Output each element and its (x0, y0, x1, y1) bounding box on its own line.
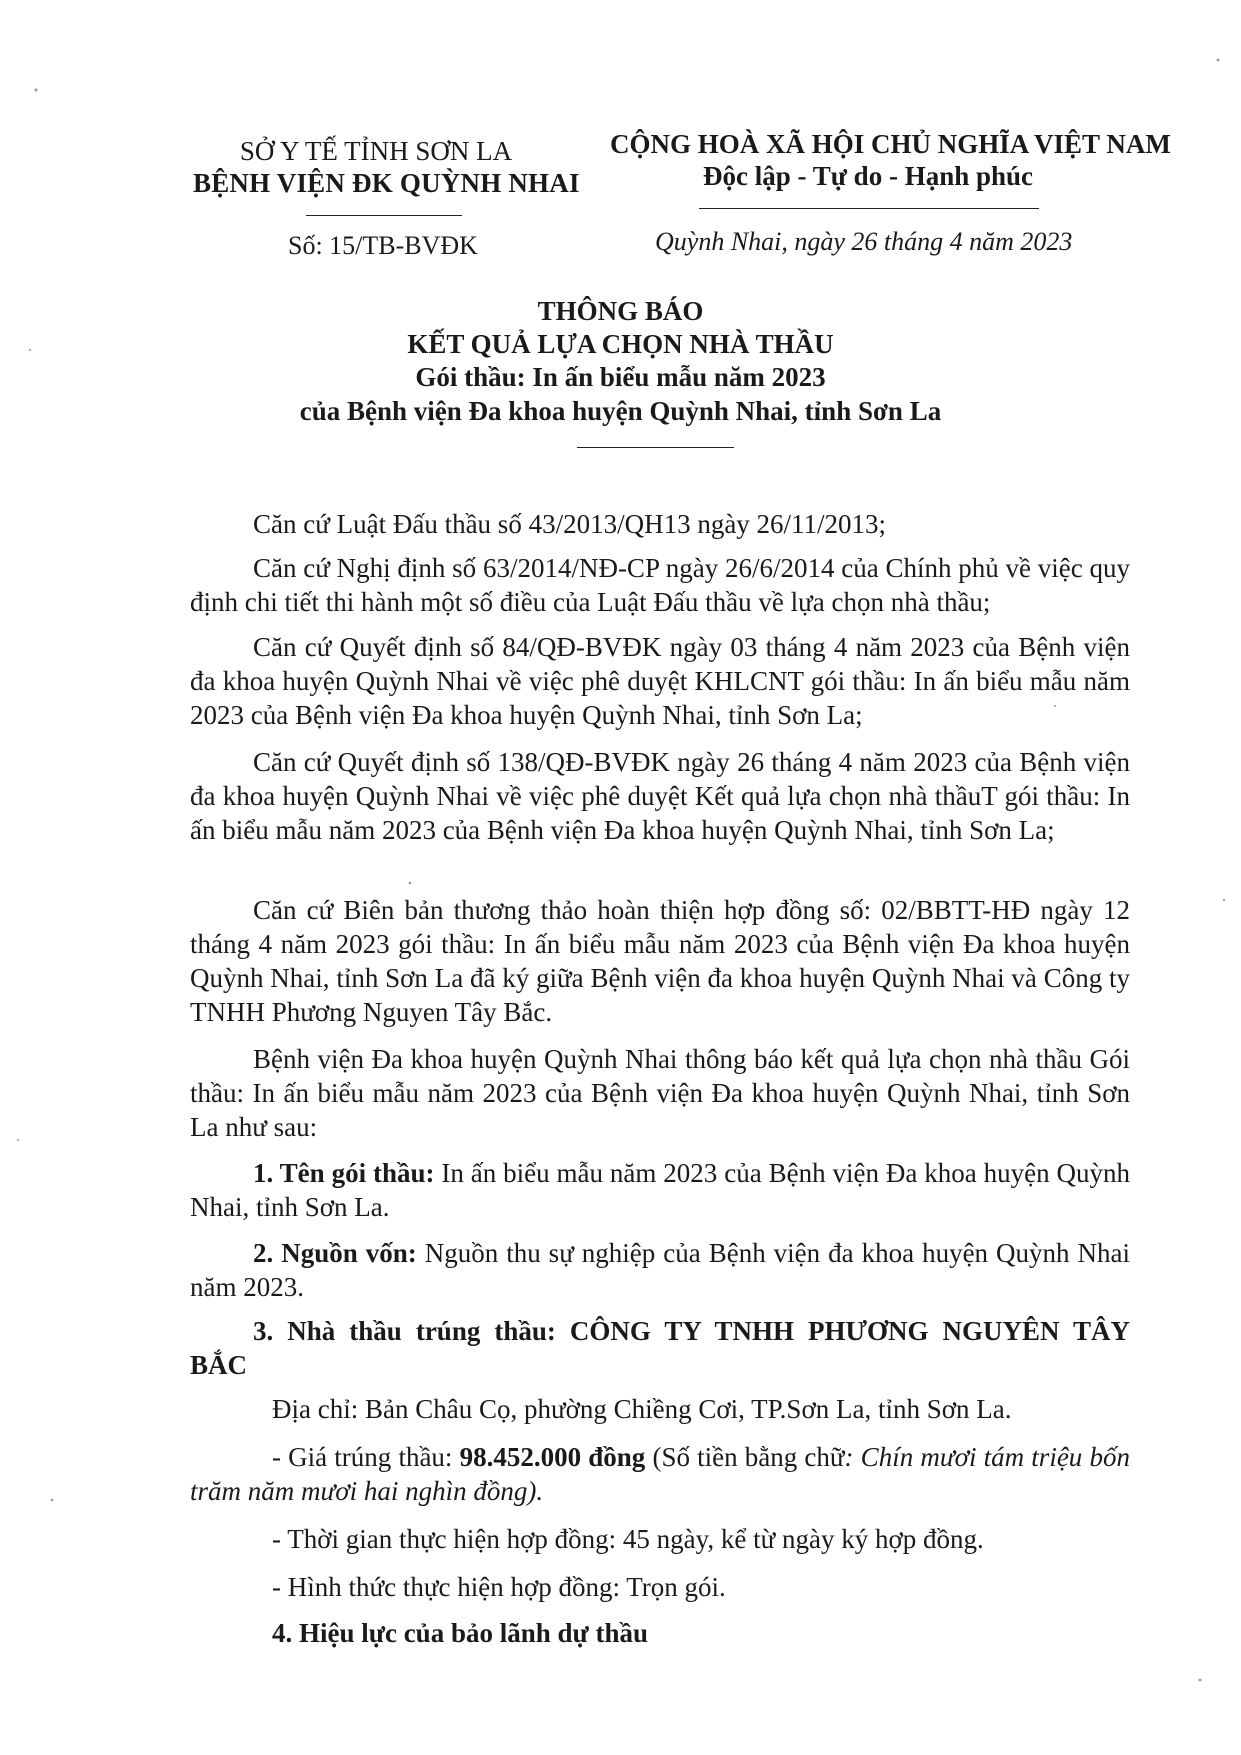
price-in-words: : Chín mươi tám triệu bốn trăm năm mươi hai nghìn đồng). (190, 1442, 1130, 1506)
header-left-underline (306, 215, 462, 216)
winning-price (190, 1440, 1130, 1508)
place-date: Quỳnh Nhai, ngày 26 tháng 4 năm 2023 (655, 227, 1073, 256)
hospital-name: BỆNH VIỆN ĐK QUỲNH NHAI (193, 168, 580, 198)
price-prefix: - Giá trúng thầu: (272, 1442, 460, 1472)
legal-basis-2: Căn cứ Nghị định số 63/2014/NĐ-CP ngày 26/6/2014 của Chính phủ về việc quy định chi tiết thi hành một số điều của Luật Đấu thầu về lựa chọn nhà thầu; (190, 553, 1130, 617)
section-1-text: In ấn biểu mẫu năm 2023 của Bệnh viện Đa khoa huyện Quỳnh Nhai, tỉnh Sơn La. (190, 1158, 1130, 1222)
bidder-address: Địa chỉ: Bản Châu Cọ, phường Chiềng Cơi, TP.Sơn La, tỉnh Sơn La. (272, 1394, 1012, 1424)
doc-type-title: THÔNG BÁO (537, 296, 704, 326)
section-2-text: Nguồn thu sự nghiệp của Bệnh viện đa khoa huyện Quỳnh Nhai năm 2023. (190, 1238, 1130, 1302)
price-value: 98.452.000 đồng (459, 1442, 646, 1472)
legal-basis-5: Căn cứ Biên bản thương thảo hoàn thiện hợp đồng số: 02/BBTT-HĐ ngày 12 tháng 4 năm 2023 gói thầu: In ấn biểu mẫu năm 2023 của Bệnh viện Đa khoa huyện Quỳnh Nhai, tỉnh Sơn La đã ký giữa Bệnh viện đa khoa huyện Quỳnh Nhai và Công ty TNHH Phương Nguyen Tây Bắc. (190, 895, 1130, 1027)
section-package-name (190, 1156, 1130, 1224)
legal-basis-1: Căn cứ Luật Đấu thầu số 43/2013/QH13 ngày 26/11/2013; (253, 509, 887, 539)
header-right-underline (699, 208, 1039, 209)
contract-form: - Hình thức thực hiện hợp đồng: Trọn gói. (272, 1572, 726, 1602)
price-words-prefix: (Số tiền bằng chữ (645, 1442, 845, 1472)
section-bid-security: 4. Hiệu lực của bảo lãnh dự thầu (272, 1618, 648, 1648)
contract-duration: - Thời gian thực hiện hợp đồng: 45 ngày, kể từ ngày ký hợp đồng. (272, 1524, 984, 1554)
package-title: Gói thầu: In ấn biểu mẫu năm 2023 (415, 362, 826, 392)
document-number: Số: 15/TB-BVĐK (288, 231, 478, 260)
national-motto: Độc lập - Tự do - Hạnh phúc (702, 161, 1034, 191)
section-winning-bidder: 3. Nhà thầu trúng thầu: CÔNG TY TNHH PHƯƠNG NGUYÊN TÂY BẮC (190, 1316, 1130, 1380)
section-2-label: 2. Nguồn vốn: (253, 1238, 417, 1268)
legal-basis-4: Căn cứ Quyết định số 138/QĐ-BVĐK ngày 26 tháng 4 năm 2023 của Bệnh viện đa khoa huyện Quỳnh Nhai về việc phê duyệt Kết quả lựa chọn nhà thầuT gói thầu: In ấn biểu mẫu năm 2023 của Bệnh viện Đa khoa huyện Quỳnh Nhai, tỉnh Sơn La; (190, 747, 1130, 845)
section-funding (190, 1236, 1130, 1304)
country-name: CỘNG HOÀ XÃ HỘI CHỦ NGHĨA VIỆT NAM (610, 129, 1171, 159)
package-owner-title: của Bệnh viện Đa khoa huyện Quỳnh Nhai, tỉnh Sơn La (299, 396, 942, 426)
legal-basis-3: Căn cứ Quyết định số 84/QĐ-BVĐK ngày 03 tháng 4 năm 2023 của Bệnh viện đa khoa huyện Quỳnh Nhai về việc phê duyệt KHLCNT gói thầu: In ấn biểu mẫu năm 2023 của Bệnh viện Đa khoa huyện Quỳnh Nhai, tỉnh Sơn La; (190, 632, 1130, 730)
announcement-intro: Bệnh viện Đa khoa huyện Quỳnh Nhai thông báo kết quả lựa chọn nhà thầu Gói thầu: In ấn biểu mẫu năm 2023 của Bệnh viện Đa khoa huyện Quỳnh Nhai, tỉnh Sơn La như sau: (190, 1044, 1130, 1142)
doc-subject-title: KẾT QUẢ LỰA CHỌN NHÀ THẦU (407, 329, 834, 359)
section-1-label: 1. Tên gói thầu: (253, 1158, 435, 1188)
agency-name: SỞ Y TẾ TỈNH SƠN LA (239, 136, 513, 166)
title-underline (577, 447, 734, 448)
